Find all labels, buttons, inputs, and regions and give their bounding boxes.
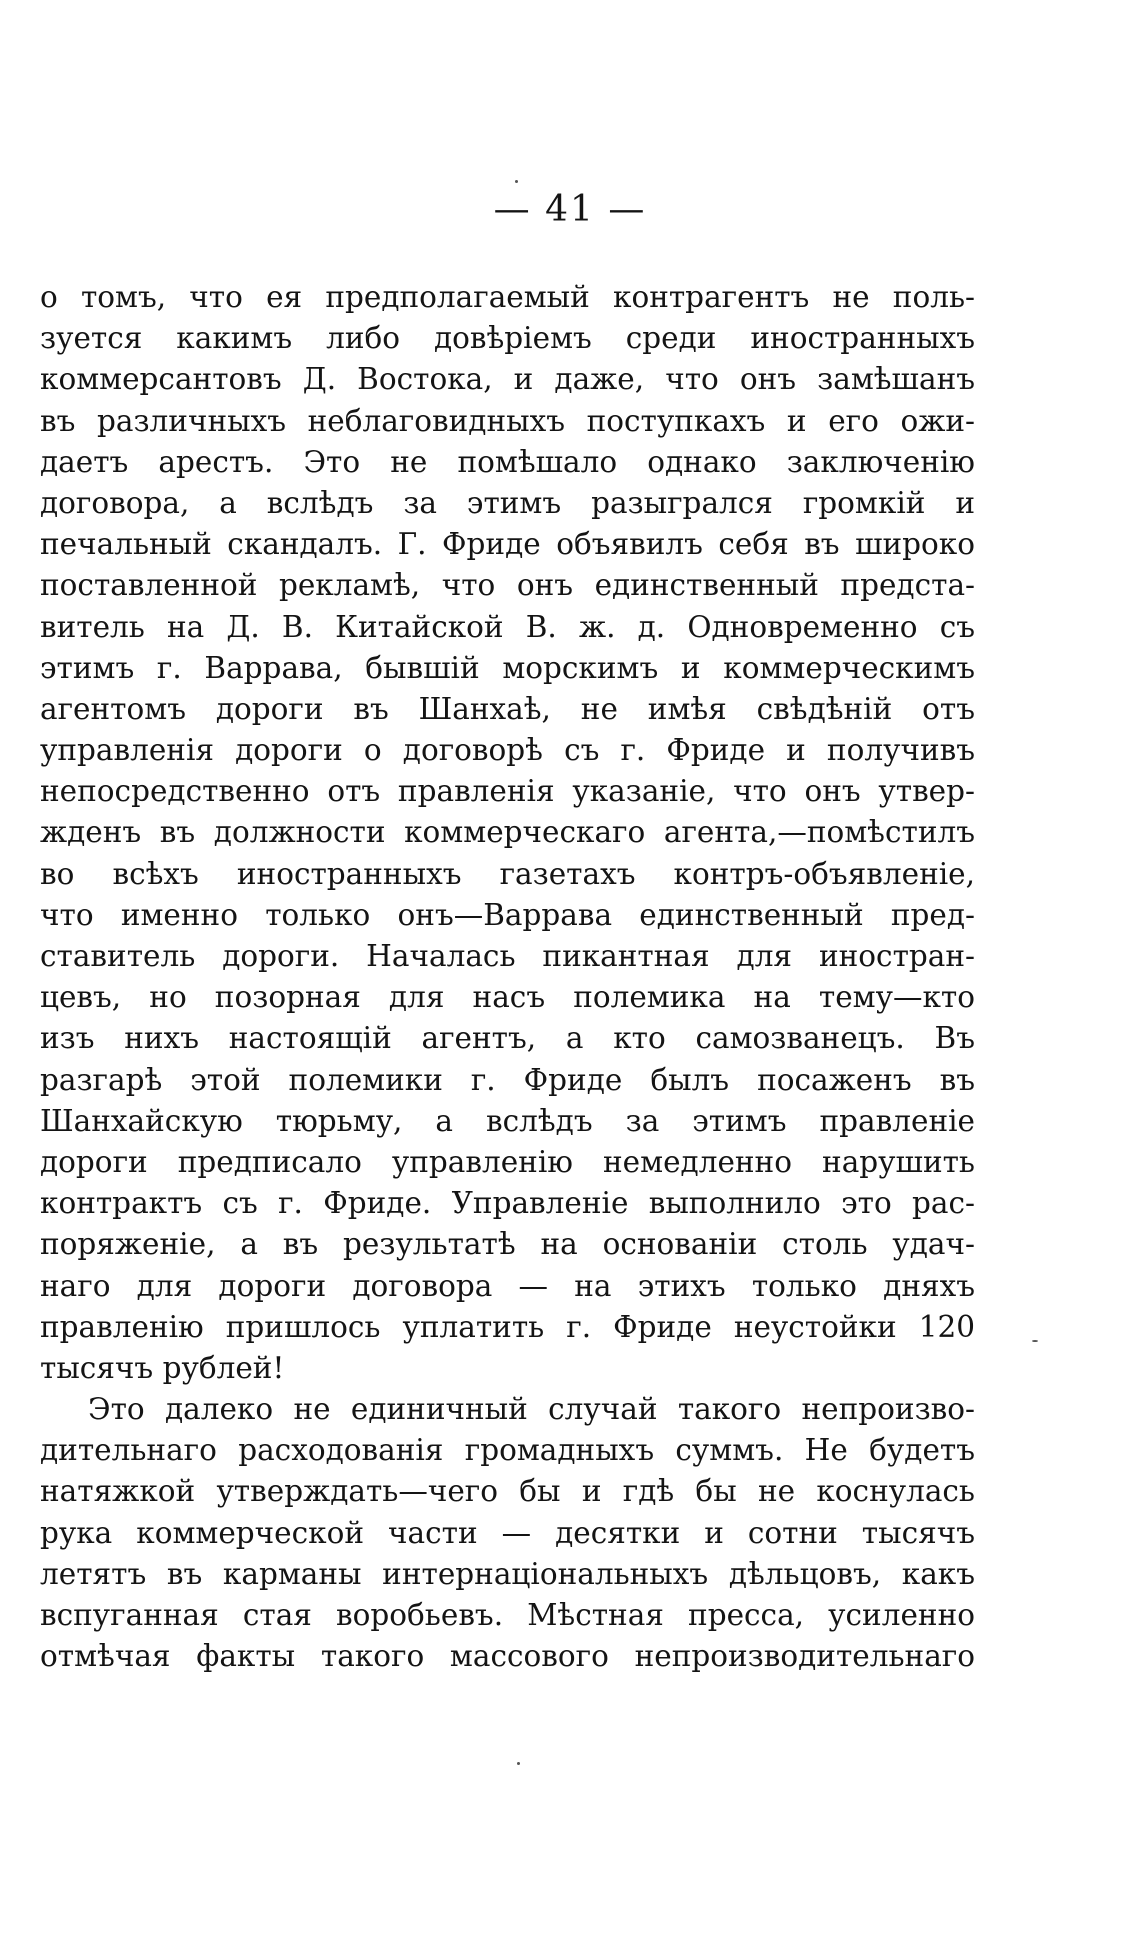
text-line: о томъ, что ея предполагаемый контрагентъ не поль- bbox=[40, 280, 975, 314]
text-line: даетъ арестъ. Это не помѣшало однако заключенію bbox=[40, 444, 975, 479]
text-line: натяжкой утверждать—чего бы и гдѣ бы не коснулась bbox=[40, 1474, 975, 1509]
text-line: отмѣчая факты такого массового непроизводительнаго bbox=[40, 1639, 975, 1674]
text-line: коммерсантовъ Д. Востока, и даже, что онъ замѣшанъ bbox=[40, 362, 975, 397]
text-line: витель на Д. В. Китайской В. ж. д. Одновременно съ bbox=[40, 609, 975, 644]
text-line: цевъ, но позорная для насъ полемика на тему—кто bbox=[40, 980, 975, 1015]
text-line: дороги предписало управленію немедленно нарушить bbox=[40, 1144, 975, 1179]
page-number: — 41 — bbox=[493, 189, 647, 230]
paragraph-1 bbox=[40, 277, 975, 1389]
text-line: жденъ въ должности коммерческаго агента,—помѣстилъ bbox=[40, 815, 975, 850]
text-line: контрактъ съ г. Фриде. Управленіе выполнило это рас- bbox=[40, 1186, 975, 1221]
text-line: договора, а вслѣдъ за этимъ разыгрался громкій и bbox=[40, 485, 975, 520]
text-line: поряженіе, а въ результатѣ на основаніи столь удач- bbox=[40, 1227, 975, 1262]
text-line: разгарѣ этой полемики г. Фриде былъ посаженъ въ bbox=[40, 1062, 975, 1097]
text-line: что именно только онъ—Варрава единственный пред- bbox=[40, 897, 975, 932]
text-line: Шанхайскую тюрьму, а вслѣдъ за этимъ правленіе bbox=[40, 1103, 975, 1138]
text-line: наго для дороги договора — на этихъ только дняхъ bbox=[40, 1268, 975, 1303]
text-line: ставитель дороги. Началась пикантная для иностран- bbox=[40, 939, 975, 973]
text-line: управленія дороги о договорѣ съ г. Фриде и получивъ bbox=[40, 733, 975, 768]
paper-speck bbox=[1032, 1340, 1038, 1342]
text-line: дительнаго расходованія громадныхъ суммъ. Не будетъ bbox=[40, 1433, 975, 1468]
body-text bbox=[40, 277, 975, 1677]
text-line: агентомъ дороги въ Шанхаѣ, не имѣя свѣдѣній отъ bbox=[40, 691, 975, 726]
text-line: поставленной рекламѣ, что онъ единственный предста- bbox=[40, 568, 975, 603]
text-line: изъ нихъ настоящій агентъ, а кто самозванецъ. Въ bbox=[40, 1021, 975, 1056]
text-line: печальный скандалъ. Г. Фриде объявилъ себя въ широко bbox=[40, 527, 975, 562]
text-line: рука коммерческой части — десятки и сотни тысячъ bbox=[40, 1515, 975, 1550]
paragraph-2 bbox=[40, 1389, 975, 1677]
text-line: вспуганная стая воробьевъ. Мѣстная пресса, усиленно bbox=[40, 1598, 975, 1632]
text-line: правленію пришлось уплатить г. Фриде неустойки 120 bbox=[40, 1309, 975, 1344]
text-line: этимъ г. Варрава, бывшій морскимъ и коммерческимъ bbox=[40, 650, 975, 685]
text-line: въ различныхъ неблаговидныхъ поступкахъ и его ожи- bbox=[40, 403, 975, 438]
text-line: непосредственно отъ правленія указаніе, что онъ утвер- bbox=[40, 774, 975, 809]
text-line: Это далеко не единичный случай такого непроизво- bbox=[88, 1392, 975, 1427]
text-line: зуется какимъ либо довѣріемъ среди иностранныхъ bbox=[40, 321, 975, 356]
paper-speck bbox=[515, 180, 518, 183]
paper-speck bbox=[517, 1762, 520, 1765]
text-line: летятъ въ карманы интернаціональныхъ дѣльцовъ, какъ bbox=[40, 1556, 975, 1591]
text-line: во всѣхъ иностранныхъ газетахъ контръ-объявленіе, bbox=[40, 856, 975, 891]
text-line: тысячъ рублей! bbox=[40, 1350, 285, 1385]
